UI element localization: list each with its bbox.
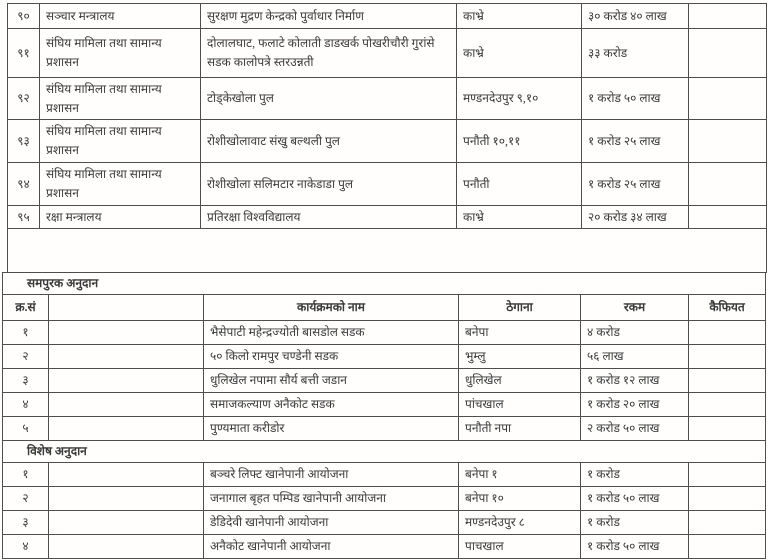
program-cell: डेडिदेवी खानेपानी आयोजना — [204, 510, 459, 534]
column-header-place: ठेगाना — [459, 294, 581, 320]
table-row — [3, 486, 766, 510]
blank-cell — [49, 320, 204, 344]
remark-cell — [689, 462, 766, 486]
program-cell: ५० किलो रामपुर चण्डेनी सडक — [204, 344, 459, 368]
place-cell: पांचखाल — [459, 392, 581, 416]
section-title-text: विशेष अनुदान — [3, 440, 766, 462]
amount-cell: १ करोड १२ लाख — [581, 368, 689, 392]
serial-cell: १ — [3, 462, 49, 486]
serial-cell: ३ — [3, 510, 49, 534]
remark-cell — [689, 416, 766, 440]
table-row — [8, 29, 767, 78]
column-header-remark: कैफियत — [689, 294, 766, 320]
place-cell: मण्डनदेउपुर ८ — [459, 510, 581, 534]
blank-cell — [49, 416, 204, 440]
serial-cell: २ — [3, 344, 49, 368]
amount-cell: १ करोड — [581, 462, 689, 486]
program-cell: रोशीखोलावाट संखु बल्थली पुल — [201, 120, 457, 163]
remark-cell — [689, 534, 766, 558]
column-header-blank — [49, 294, 204, 320]
ministry-cell: संघिय मामिला तथा सामान्य प्रशासन — [40, 78, 201, 120]
place-cell: बनेपा १० — [459, 486, 581, 510]
place-cell: काभ्रे — [457, 4, 582, 29]
amount-cell: १ करोड ५० लाख — [582, 78, 689, 120]
serial-cell: १ — [3, 320, 49, 344]
place-cell: पनौती नपा — [459, 416, 581, 440]
place-cell: पनौती १०,११ — [457, 120, 582, 163]
ministry-cell: रक्षा मन्त्रालय — [40, 206, 201, 229]
table-row — [3, 510, 766, 534]
table-row — [8, 206, 767, 229]
table-row — [8, 4, 767, 29]
blank-cell — [49, 510, 204, 534]
blank-cell — [49, 534, 204, 558]
amount-cell: १ करोड २० लाख — [581, 392, 689, 416]
place-cell: पनौती — [457, 163, 582, 206]
program-cell: रोशीखोला सलिमटार नाकेडाडा पुल — [201, 163, 457, 206]
program-cell: बञ्चरे लिफ्ट खानेपानी आयोजना — [204, 462, 459, 486]
serial-cell: २ — [3, 486, 49, 510]
section-title-supplementary-grant — [3, 273, 766, 295]
serial-cell: ३ — [3, 368, 49, 392]
program-cell: धुलिखेल नपामा सौर्य बत्ती जडान — [204, 368, 459, 392]
column-header-row — [3, 294, 766, 320]
serial-cell: ५ — [3, 416, 49, 440]
empty-cell — [8, 229, 767, 273]
serial-cell: ४ — [3, 392, 49, 416]
remark-cell — [689, 344, 766, 368]
place-cell: मण्डनदेउपुर ९,१० — [457, 78, 582, 120]
serial-cell: ९३ — [8, 120, 40, 163]
serial-cell: ९४ — [8, 163, 40, 206]
blank-cell — [49, 344, 204, 368]
place-cell: बनेपा १ — [459, 462, 581, 486]
amount-cell: ५६ लाख — [581, 344, 689, 368]
remark-cell — [689, 29, 767, 78]
section-title-text: समपुरक अनुदान — [3, 273, 766, 295]
table-row — [3, 344, 766, 368]
table-row — [3, 416, 766, 440]
serial-cell: ९१ — [8, 29, 40, 78]
column-header-serial: क्र.सं — [3, 294, 49, 320]
blank-cell — [49, 462, 204, 486]
ministry-cell: संघिय मामिला तथा सामान्य प्रशासन — [40, 29, 201, 78]
ministry-cell: सञ्चार मन्त्रालय — [40, 4, 201, 29]
remark-cell — [689, 510, 766, 534]
amount-cell: १ करोड ५० लाख — [581, 534, 689, 558]
grant-sections-table — [2, 272, 766, 559]
program-cell: सुरक्षण मुद्रण केन्द्रको पुर्वाधार निर्माण — [201, 4, 457, 29]
remark-cell — [689, 163, 767, 206]
amount-cell: २ करोड ५० लाख — [581, 416, 689, 440]
program-cell: टोड्केखोला पुल — [201, 78, 457, 120]
program-cell: प्रतिरक्षा विश्वविद्यालय — [201, 206, 457, 229]
table-row — [3, 320, 766, 344]
remark-cell — [689, 206, 767, 229]
table-row — [3, 368, 766, 392]
program-cell: जनागाल बृहत पम्पिड खानेपानी आयोजना — [204, 486, 459, 510]
amount-cell: १ करोड २५ लाख — [582, 120, 689, 163]
amount-cell: ३३ करोड — [582, 29, 689, 78]
serial-cell: ९२ — [8, 78, 40, 120]
ministry-cell: संघिय मामिला तथा सामान्य प्रशासन — [40, 120, 201, 163]
table-row — [3, 392, 766, 416]
serial-cell: ४ — [3, 534, 49, 558]
table-row — [3, 462, 766, 486]
amount-cell: १ करोड — [581, 510, 689, 534]
column-header-amount: रकम — [581, 294, 689, 320]
program-cell: पुण्यमाता करीडोर — [204, 416, 459, 440]
program-cell: समाजकल्याण अनैकोट सडक — [204, 392, 459, 416]
place-cell: काभ्रे — [457, 29, 582, 78]
section-title-special-grant — [3, 440, 766, 462]
amount-cell: १ करोड ५० लाख — [581, 486, 689, 510]
remark-cell — [689, 4, 767, 29]
blank-cell — [49, 368, 204, 392]
place-cell: पाचखाल — [459, 534, 581, 558]
serial-cell: ९० — [8, 4, 40, 29]
remark-cell — [689, 78, 767, 120]
remark-cell — [689, 120, 767, 163]
remark-cell — [689, 320, 766, 344]
amount-cell: १ करोड २५ लाख — [582, 163, 689, 206]
blank-cell — [49, 392, 204, 416]
blank-cell — [49, 486, 204, 510]
place-cell: काभ्रे — [457, 206, 582, 229]
program-cell: भैसेपाटी महेन्द्रज्योती बासडोल सडक — [204, 320, 459, 344]
amount-cell: ४ करोड — [581, 320, 689, 344]
remark-cell — [689, 392, 766, 416]
column-header-program-name: कार्यक्रमको नाम — [204, 294, 459, 320]
place-cell: भुम्लु — [459, 344, 581, 368]
serial-cell: ९५ — [8, 206, 40, 229]
ministry-grant-table — [7, 3, 767, 273]
amount-cell: २० करोड ३४ लाख — [582, 206, 689, 229]
program-cell: अनैकोट खानेपानी आयोजना — [204, 534, 459, 558]
ministry-cell: संघिय मामिला तथा सामान्य प्रशासन — [40, 163, 201, 206]
place-cell: धुलिखेल — [459, 368, 581, 392]
remark-cell — [689, 486, 766, 510]
table-row — [8, 163, 767, 206]
empty-row — [8, 229, 767, 273]
table-row — [8, 78, 767, 120]
program-cell: दोलालघाट, फलाटे कोलाती डाडखर्क पोखरीचौरी गुरांसे सडक कालोपत्रे स्तरउन्नती — [201, 29, 457, 78]
amount-cell: ३० करोड ४० लाख — [582, 4, 689, 29]
remark-cell — [689, 368, 766, 392]
place-cell: बनेपा — [459, 320, 581, 344]
table-row — [3, 534, 766, 558]
table-row — [8, 120, 767, 163]
